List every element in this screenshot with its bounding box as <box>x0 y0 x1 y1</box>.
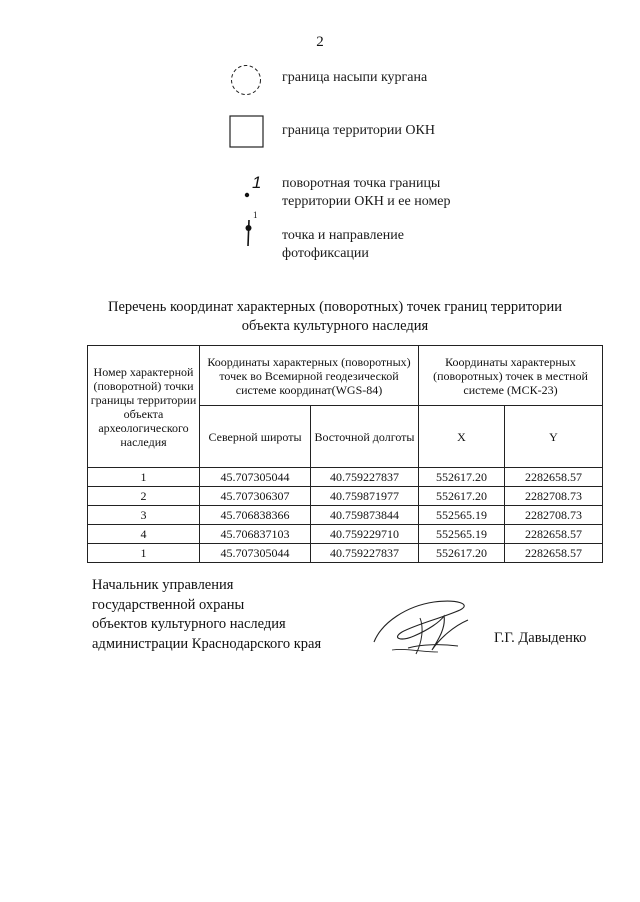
dashed-circle-icon <box>228 62 264 98</box>
square-icon <box>228 114 266 150</box>
cell-point-number: 4 <box>88 525 200 544</box>
header-x: X <box>419 406 505 468</box>
cell-y: 2282708.73 <box>505 487 603 506</box>
cell-x: 552565.19 <box>419 506 505 525</box>
turning-point-marker-label: 1 <box>252 173 262 192</box>
header-latitude: Северной широты <box>200 406 311 468</box>
header-longitude: Восточной долготы <box>311 406 419 468</box>
table-row <box>88 525 603 544</box>
cell-longitude: 40.759871977 <box>311 487 419 506</box>
legend-turning-point-label <box>282 175 451 211</box>
table-row <box>88 544 603 563</box>
signatory-line4: администрации Краснодарского края <box>92 635 322 652</box>
signatory-position <box>92 576 321 654</box>
turning-point-icon <box>240 172 266 202</box>
cell-x: 552565.19 <box>419 525 505 544</box>
cell-longitude: 40.759227837 <box>311 544 419 563</box>
table-title <box>80 298 590 336</box>
cell-y: 2282658.57 <box>505 468 603 487</box>
cell-longitude: 40.759229710 <box>311 525 419 544</box>
cell-latitude: 45.707305044 <box>200 544 311 563</box>
legend-photo-point-line2: фотофиксации <box>282 246 369 261</box>
cell-point-number: 3 <box>88 506 200 525</box>
cell-latitude: 45.706837103 <box>200 525 311 544</box>
legend-turning-point-line1: поворотная точка границы <box>282 176 441 191</box>
coordinates-table <box>87 345 603 563</box>
cell-x: 552617.20 <box>419 487 505 506</box>
cell-latitude: 45.707305044 <box>200 468 311 487</box>
cell-x: 552617.20 <box>419 468 505 487</box>
cell-latitude: 45.707306307 <box>200 487 311 506</box>
table-row <box>88 487 603 506</box>
header-wgs84: Координаты характерных (поворотных) точек во Всемирной геодезической системе координат(WGS-84) <box>200 346 419 406</box>
signatory-line3: объектов культурного наследия <box>92 616 286 632</box>
handwritten-signature <box>362 592 480 664</box>
table-title-line1: Перечень координат характерных (поворотных) точек границ территории <box>107 299 563 315</box>
cell-point-number: 2 <box>88 487 200 506</box>
cell-longitude: 40.759873844 <box>311 506 419 525</box>
table-row <box>88 468 603 487</box>
cell-longitude: 40.759227837 <box>311 468 419 487</box>
cell-y: 2282658.57 <box>505 544 603 563</box>
cell-x: 552617.20 <box>419 544 505 563</box>
legend-okn-boundary-label: граница территории ОКН <box>282 123 435 138</box>
page-number: 2 <box>316 34 324 50</box>
legend-photo-point-line1: точка и направление <box>282 228 404 243</box>
legend-mound-boundary-label: граница насыпи кургана <box>282 70 428 85</box>
cell-point-number: 1 <box>88 468 200 487</box>
signatory-name: Г.Г. Давыденко <box>494 630 587 646</box>
table-title-line2: объекта культурного наследия <box>241 318 429 334</box>
header-y: Y <box>505 406 603 468</box>
header-point-number: Номер характерной (поворотной) точки границы территории объекта археологического наследия <box>88 346 200 468</box>
cell-point-number: 1 <box>88 544 200 563</box>
cell-y: 2282658.57 <box>505 525 603 544</box>
table-row <box>88 506 603 525</box>
cell-y: 2282708.73 <box>505 506 603 525</box>
signatory-line2: государственной охраны <box>92 596 245 613</box>
header-msk23: Координаты характерных (поворотных) точек в местной системе (МСК-23) <box>419 346 603 406</box>
signatory-line1: Начальник управления <box>92 577 234 593</box>
legend-photo-point-label <box>282 227 404 263</box>
cell-latitude: 45.706838366 <box>200 506 311 525</box>
legend-turning-point-line2: территории ОКН и ее номер <box>282 194 451 209</box>
photo-direction-icon <box>238 208 266 250</box>
photo-direction-marker-label: 1 <box>253 210 258 220</box>
